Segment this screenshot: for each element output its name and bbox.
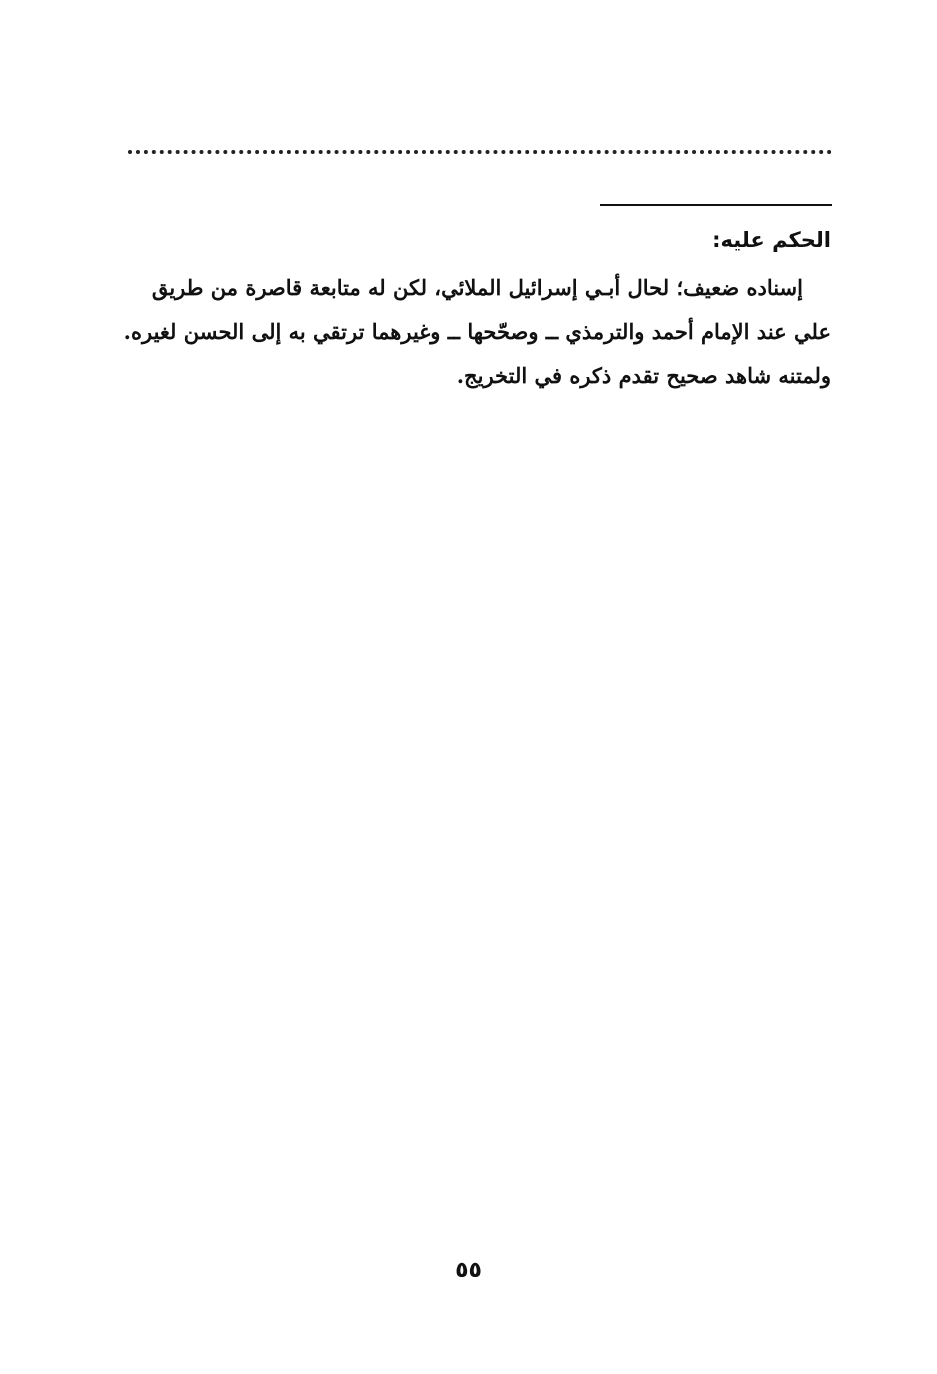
section-body <box>106 266 831 398</box>
body-line: ولمتنه شاهد صحيح تقدم ذكره في التخريج. <box>456 363 831 388</box>
dotted-separator <box>128 150 832 154</box>
body-line: إسناده ضعيف؛ لحال أبـي إسرائيل الملائي، لكن له متابعة قاصرة من طريق <box>151 275 803 300</box>
section-heading: الحكم عليه: <box>712 228 831 252</box>
page-number: ٥٥ <box>455 1258 482 1283</box>
body-line: علي عند الإمام أحمد والترمذي ــ وصحّحها ــ وغيرهما ترتقي به إلى الحسن لغيره. <box>123 319 831 344</box>
section-rule <box>600 204 832 206</box>
